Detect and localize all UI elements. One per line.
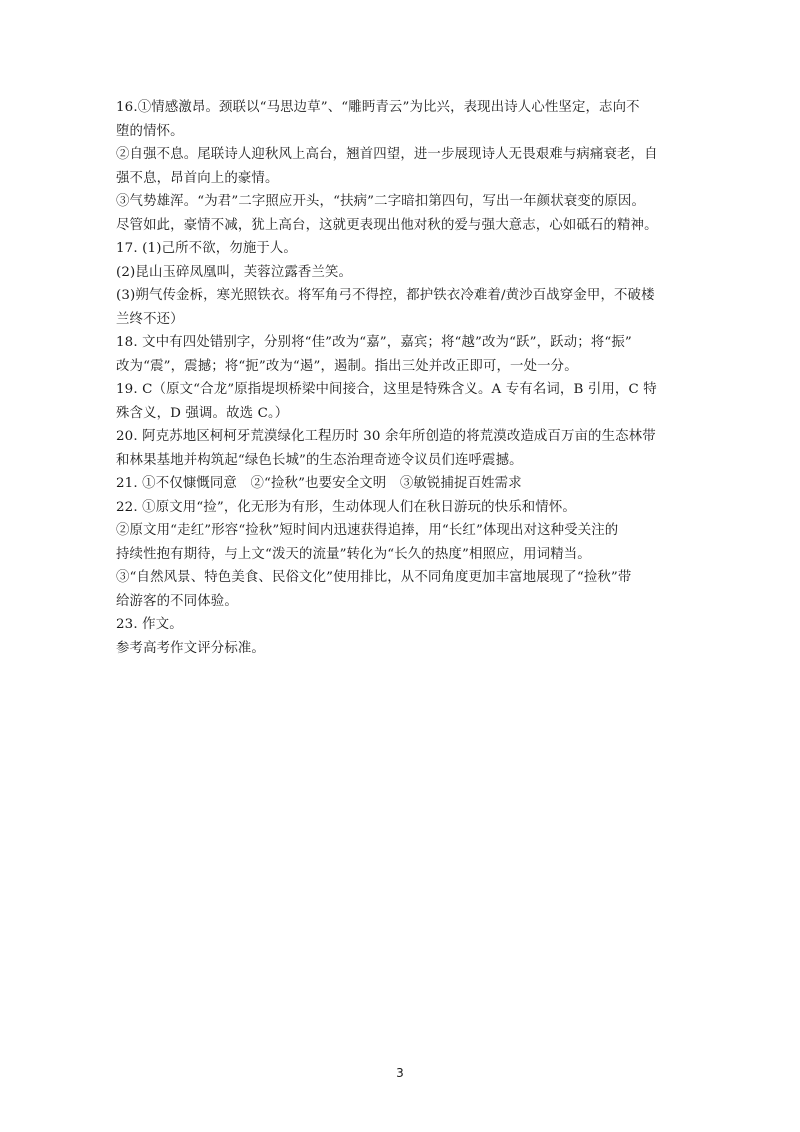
text-line: 给游客的不同体验。 bbox=[116, 593, 238, 609]
text-line: (3)朔气传金柝，寒光照铁衣。将军角弓不得控，都护铁衣冷难着/黄沙百战穿金甲，不破楼 bbox=[116, 288, 655, 303]
text-line: 兰终不还） bbox=[116, 311, 184, 327]
text-line: ②自强不息。尾联诗人迎秋风上高台，翘首四望，进一步展现诗人无畏艰难与病痛衰老，自 bbox=[116, 147, 658, 162]
text-line: 19. C（原文“合龙”原指堤坝桥梁中间接合，这里是特殊含义。A 专有名词，B 引用，C 特 bbox=[116, 382, 657, 397]
text-line: 参考高考作文评分标准。 bbox=[116, 640, 265, 656]
text-line: (2)昆山玉碎凤凰叫，芙蓉泣露香兰笑。 bbox=[116, 264, 353, 280]
text-line: 强不息，昂首向上的豪情。 bbox=[116, 170, 279, 186]
text-line: 20. 阿克苏地区柯柯牙荒漠绿化工程历时 30 余年所创造的将荒漠改造成百万亩的生态林带 bbox=[116, 429, 656, 444]
text-line: ②原文用“走红”形容“捡秋”短时间内迅速获得追捧，用“长红”体现出对这种受关注的 bbox=[116, 523, 619, 538]
text-line: 21. ①不仅慷慨同意 ②“捡秋”也要安全文明 ③敏锐捕捉百姓需求 bbox=[116, 476, 522, 491]
text-line: 18. 文中有四处错别字，分别将“佳”改为“嘉”，嘉宾；将“越”改为“跃”，跃动；将“振” bbox=[116, 335, 632, 350]
text-line: 改为“震”，震撼；将“扼”改为“遏”，遏制。指出三处并改正即可，一处一分。 bbox=[116, 358, 578, 374]
text-line: 22. ①原文用“捡”，化无形为有形，生动体现人们在秋日游玩的快乐和情怀。 bbox=[116, 499, 576, 515]
text-line: 23. 作文。 bbox=[116, 617, 183, 632]
text-line: ③“自然风景、特色美食、民俗文化”使用排比，从不同角度更加丰富地展现了“捡秋”带 bbox=[116, 570, 632, 585]
text-line: 堕的情怀。 bbox=[116, 123, 184, 139]
text-line: ③气势雄浑。“为君”二字照应开头，“扶病”二字暗扣第四句，写出一年颜状衰变的原因。 bbox=[116, 194, 645, 209]
text-line: 持续性抱有期待，与上文“泼天的流量”转化为“长久的热度”相照应，用词精当。 bbox=[116, 546, 591, 562]
text-line: 17. (1)己所不欲，勿施于人。 bbox=[116, 241, 297, 256]
text-line: 殊含义，D 强调。故选 C。） bbox=[116, 405, 289, 421]
text-line: 16.①情感激昂。颈联以“马思边草”、“雕眄青云”为比兴，表现出诗人心性坚定，志向不 bbox=[116, 100, 640, 115]
answer-key-body bbox=[116, 96, 700, 660]
text-line: 和林果基地并构筑起“绿色长城”的生态治理奇迹令议员们连呼震撼。 bbox=[116, 452, 523, 468]
text-line: 尽管如此，豪情不减，犹上高台，这就更表现出他对秋的爱与强大意志，心如砥石的精神。 bbox=[116, 217, 658, 233]
page-number: 3 bbox=[396, 1066, 404, 1080]
